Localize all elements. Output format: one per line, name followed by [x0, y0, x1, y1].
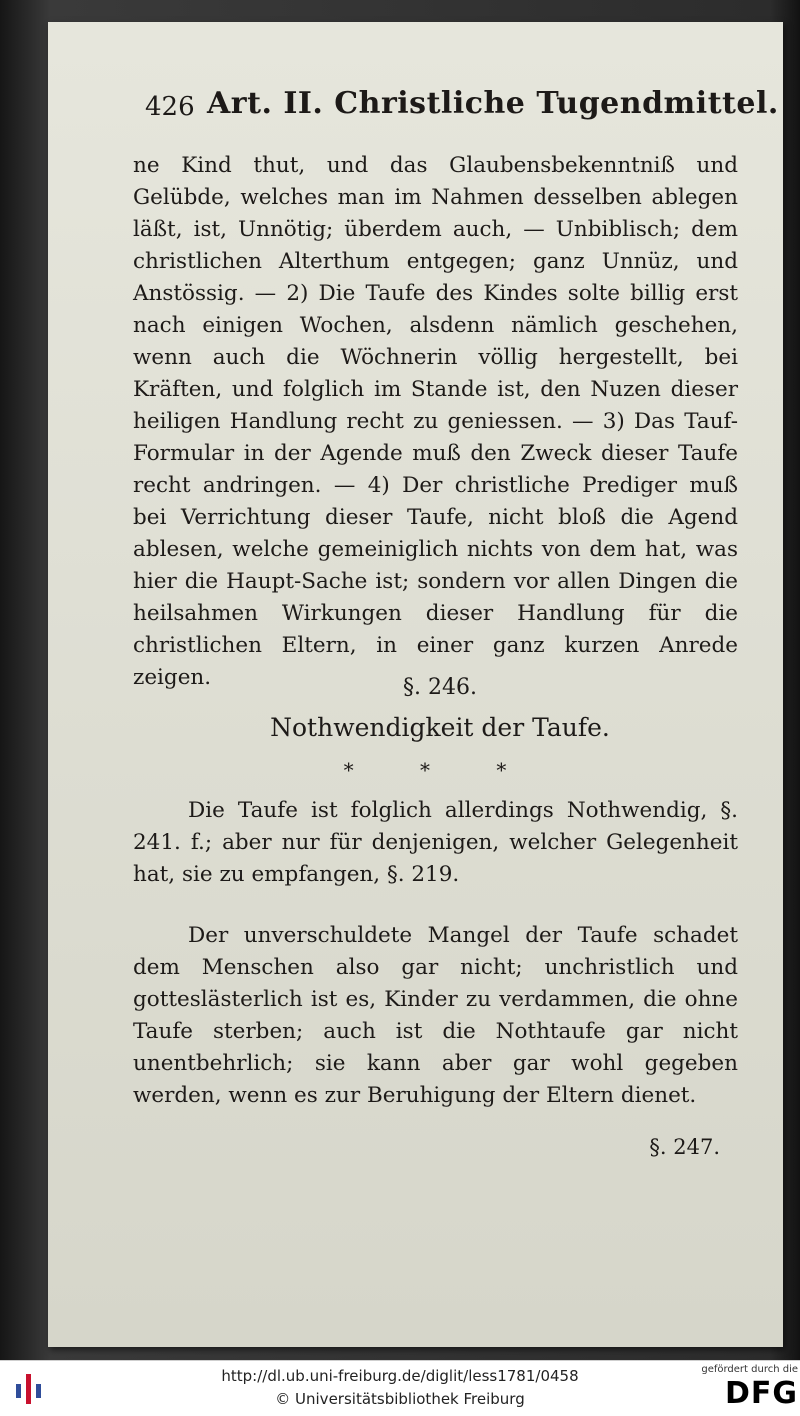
running-title: Art. II. Christliche Tugendmittel. [207, 86, 779, 121]
section-heading: Nothwendigkeit der Taufe. [270, 713, 610, 742]
section-number: §. 246. [403, 675, 477, 700]
page-number: 426 [145, 92, 195, 122]
catchword: §. 247. [649, 1135, 720, 1159]
viewer-footer [0, 1360, 800, 1416]
body-paragraph: ne Kind thut, und das Glaubensbekenntniß und Gelübde, welches man im Nahmen desselben ablegen läßt, ist, Unnötig; überdem auch, — Unbiblisch; dem christlichen Alterthum entgegen; ganz Unnüz, und Anstössig. — 2) Die Taufe des Kindes solte billig erst nach einigen Wochen, alsdenn nämlich geschehen, wenn auch die Wöchnerin völlig hergestellt, bei Kräften, und folglich im Stande ist, den Nuzen dieser heiligen Handlung recht zu geniessen. — 3) Das Tauf-Formular in der Agende muß den Zweck dieser Taufe recht andringen. — 4) Der christliche Prediger muß bei Verrichtung dieser Taufe, nicht bloß die Agend ablesen, welche gemeiniglich nichts von dem hat, was hier die Haupt-Sache ist; sondern vor allen Dingen die heilsahmen Wirkungen dieser Handlung für die christlichen Eltern, in einer ganz kurzen Anrede zeigen. [133, 153, 738, 690]
asterism-ornament: * * * [343, 758, 537, 782]
body-paragraph: Die Taufe ist folglich allerdings Nothwendig, §. 241. f.; aber nur für denjenigen, welcher Gelegenheit hat, sie zu empfangen, §. 219. [133, 798, 738, 887]
funder-note: gefördert durch die [701, 1364, 798, 1375]
permalink-url[interactable]: http://dl.ub.uni-freiburg.de/diglit/less1781/0458 [221, 1367, 579, 1385]
body-paragraph: Der unverschuldete Mangel der Taufe schadet dem Menschen also gar nicht; unchristlich und gotteslästerlich ist es, Kinder zu verdammen, die ohne Taufe sterben; auch ist die Nothtaufe gar nicht unentbehrlich; sie kann aber gar wohl gegeben werden, wenn es zur Beruhigung der Eltern dienet. [133, 923, 738, 1108]
copyright-notice: © Universitätsbibliothek Freiburg [275, 1390, 525, 1408]
dfg-logo: DFG [724, 1376, 798, 1411]
